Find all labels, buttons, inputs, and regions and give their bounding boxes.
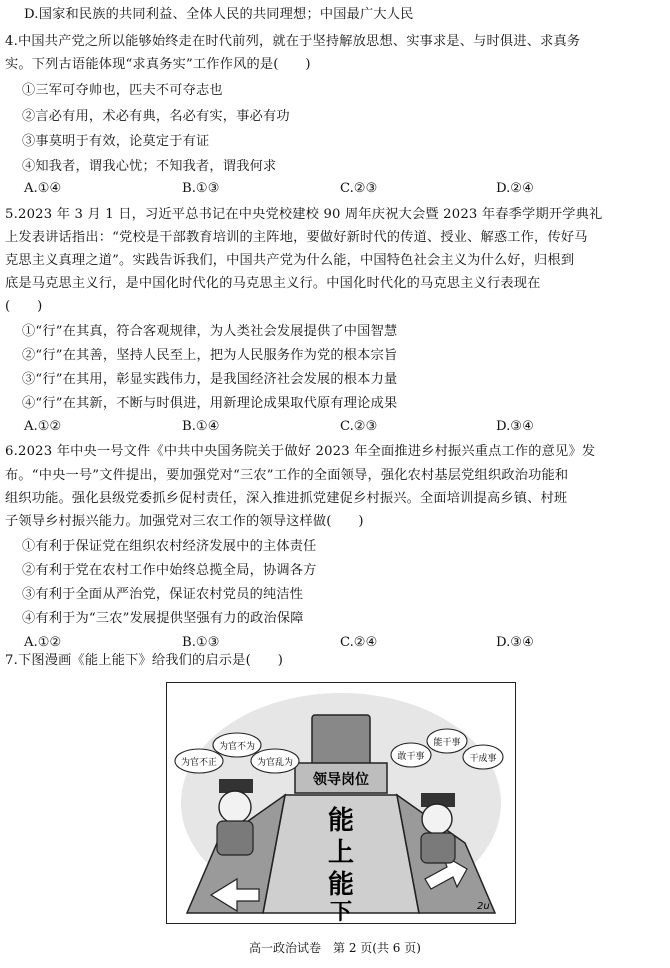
question-6-stem: 组织功能。强化县级党委抓乡促村责任，深入推进抓党建促乡村振兴。全面培训提高乡镇、村班 — [5, 491, 568, 506]
podium-box — [312, 715, 370, 765]
bubble-text: 能干事 — [433, 738, 461, 748]
slide-char: 下 — [329, 900, 353, 923]
bubble-text: 为官乱为 — [256, 758, 294, 768]
question-6-stem: 布。“中央一号”文件提出，要加强党对“三农”工作的全面领导，强化农村基层党组织政治功能和 — [5, 468, 569, 483]
question-5-item: ③“行”在其用，彰显实践伟力，是我国经济社会发展的根本力量 — [22, 372, 398, 387]
official-left-figure — [217, 779, 253, 855]
question-5-stem: ( ) — [5, 299, 43, 314]
bubble-text: 为官不正 — [180, 758, 218, 768]
question-5-stem: 5.2023 年 3 月 1 日，习近平总书记在中央党校建校 90 周年庆祝大会暨 2023 年春季学期开学典礼 — [5, 207, 603, 222]
q5-choice-a[interactable]: A.①② — [24, 419, 62, 434]
slide-char: 能 — [327, 870, 355, 900]
question-6-stem: 子领导乡村振兴能力。加强党对三农工作的领导这样做( ) — [5, 514, 364, 529]
q6-choice-c[interactable]: C.②④ — [340, 635, 378, 650]
question-6-item: ②有利于党在农村工作中始终总揽全局，协调各方 — [22, 563, 317, 578]
q4-choice-a[interactable]: A.①④ — [24, 181, 62, 196]
q3-option-d: D.国家和民族的共同利益、全体人民的共同理想；中国最广大人民 — [24, 7, 414, 22]
q4-choice-d[interactable]: D.②④ — [496, 181, 534, 196]
page-footer: 高一政治试卷 第 2 页(共 6 页) — [249, 941, 421, 955]
question-6-stem: 6.2023 年中央一号文件《中共中央国务院关于做好 2023 年全面推进乡村振兴重点工作的意见》发 — [5, 444, 596, 459]
q6-choice-b[interactable]: B.①③ — [182, 635, 220, 650]
question-4-stem: 实。下列古语能体现“求真务实”工作作风的是( ) — [5, 57, 311, 72]
question-4-stem: 4.中国共产党之所以能够始终走在时代前列，就在于坚持解放思想、实事求是、与时俱进、求真务 — [5, 34, 581, 49]
question-5-stem: 底是马克思主义行，是中国化时代化的马克思主义行。中国化时代化的马克思主义行表现在 — [5, 276, 541, 291]
question-5-stem: 上发表讲话指出：“党校是干部教育培训的主阵地，要做好新时代的传道、授业、解惑工作，传好马 — [5, 230, 588, 245]
question-5-item: ①“行”在其真，符合客观规律，为人类社会发展提供了中国智慧 — [22, 324, 398, 339]
question-5-item: ②“行”在其善，坚持人民至上，把为人民服务作为党的根本宗旨 — [22, 348, 398, 363]
question-4-item: ④知我者，谓我心忧；不知我者，谓我何求 — [22, 159, 277, 174]
question-5-stem: 克思主义真理之道”。实践告诉我们，中国共产党为什么能，中国特色社会主义为什么好，归根到 — [5, 253, 575, 268]
question-7-stem: 7.下图漫画《能上能下》给我们的启示是( ) — [5, 653, 284, 668]
q6-choice-d[interactable]: D.③④ — [496, 635, 534, 650]
bubble-text: 为官不为 — [218, 742, 256, 752]
q5-choice-b[interactable]: B.①④ — [182, 419, 220, 434]
slide-char: 上 — [327, 838, 355, 868]
question-4-item: ②言必有用，术必有典，名必有实，事必有功 — [22, 109, 290, 124]
artist-signature: 2u — [477, 901, 490, 912]
question-4-item: ③事莫明于有效，论莫定于有证 — [22, 134, 210, 149]
question-6-item: ④有利于为“三农”发展提供坚强有力的政治保障 — [22, 611, 304, 626]
comic-drawing — [167, 683, 515, 923]
sign-text: 领导岗位 — [313, 772, 369, 788]
question-4-item: ①三军可夺帅也，匹夫不可夺志也 — [22, 83, 223, 98]
q6-choice-a[interactable]: A.①② — [24, 635, 62, 650]
question-6-item: ③有利于全面从严治党，保证农村党员的纯洁性 — [22, 587, 304, 602]
comic-illustration — [166, 682, 516, 924]
q5-choice-d[interactable]: D.③④ — [496, 419, 534, 434]
question-6-item: ①有利于保证党在组织农村经济发展中的主体责任 — [22, 539, 317, 554]
q5-choice-c[interactable]: C.②③ — [340, 419, 378, 434]
q4-choice-b[interactable]: B.①③ — [182, 181, 220, 196]
question-5-item: ④“行”在其新，不断与时俱进，用新理论成果取代原有理论成果 — [22, 396, 398, 411]
slide-char: 能 — [327, 806, 355, 836]
q4-choice-c[interactable]: C.②③ — [340, 181, 378, 196]
bubble-text: 干成事 — [469, 754, 497, 764]
bubble-text: 敢干事 — [397, 752, 425, 762]
